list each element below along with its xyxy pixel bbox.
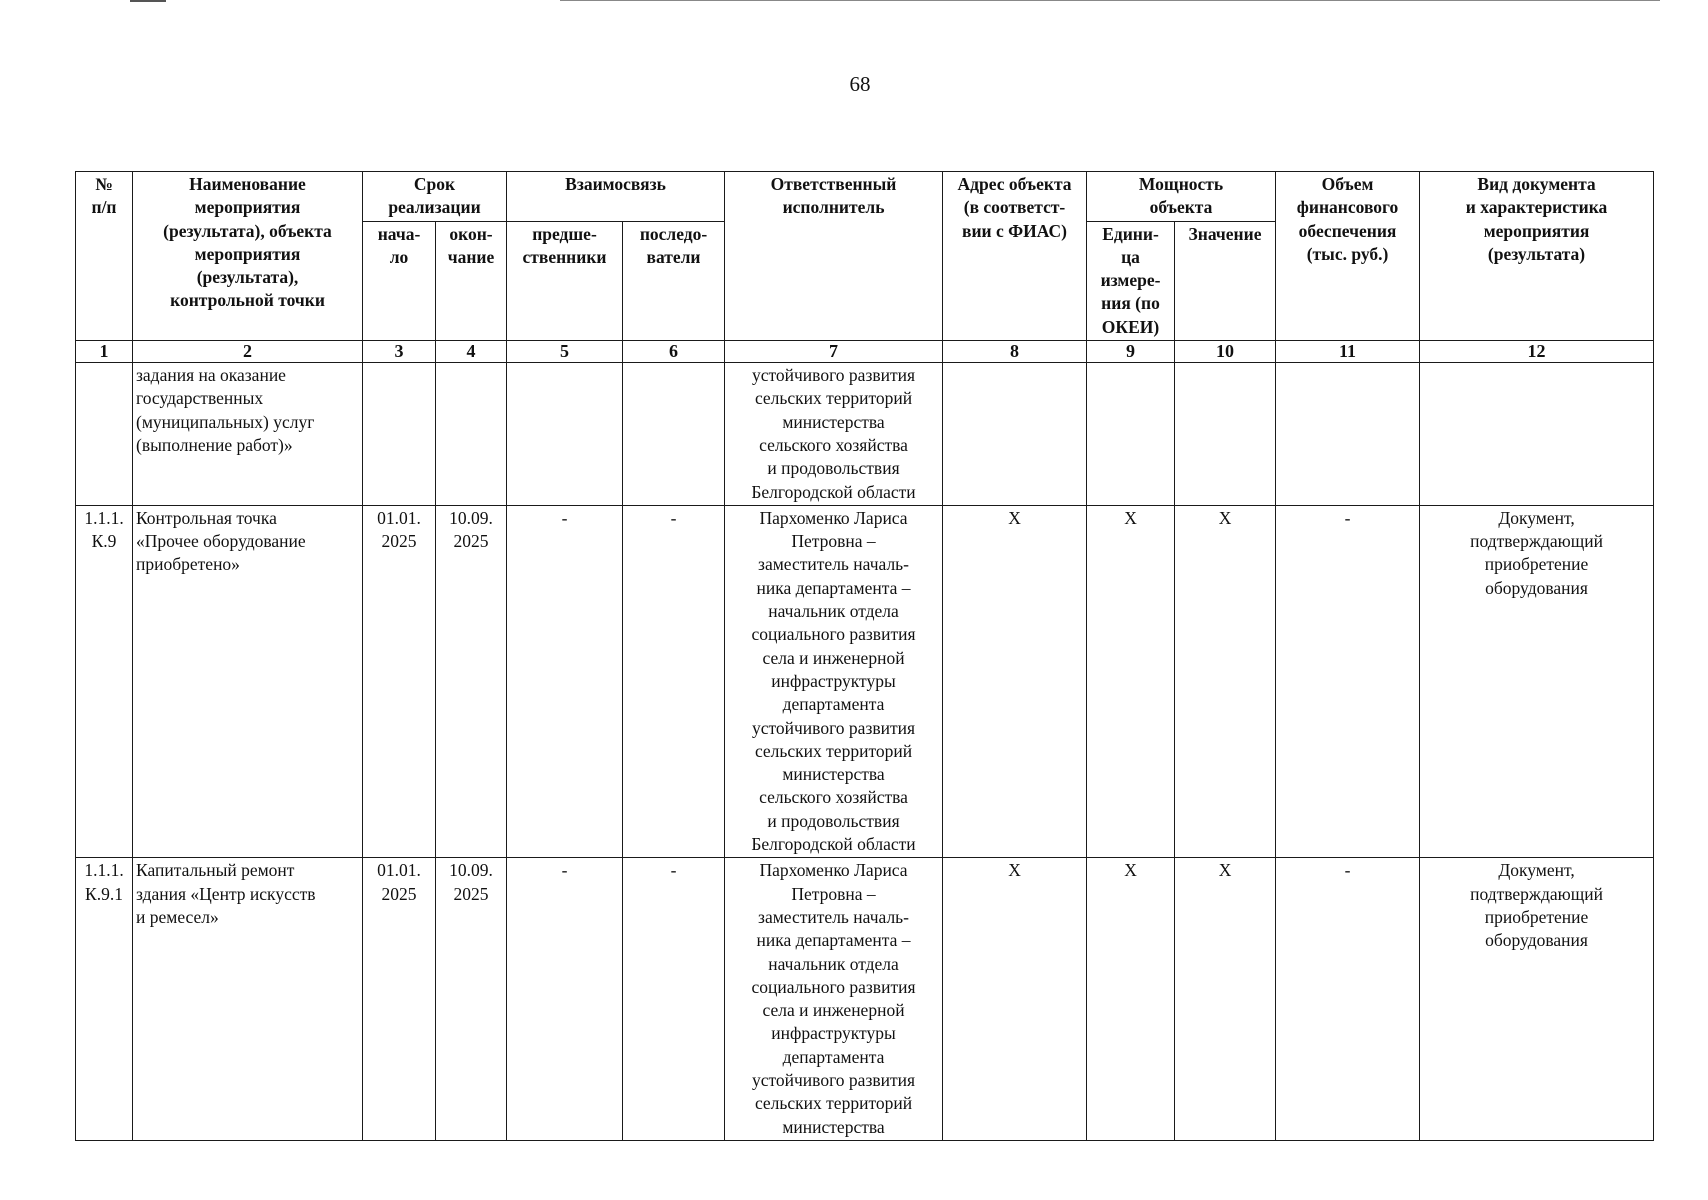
table-body <box>76 341 1654 1141</box>
row-name: задания на оказание государственных (муниципальных) услуг (выполнение работ)» <box>133 363 363 506</box>
column-number: 2 <box>133 341 363 363</box>
header-term-end: окон- чание <box>436 221 507 340</box>
row-unit: X <box>1087 858 1175 1141</box>
row-start: 01.01. 2025 <box>363 858 436 1141</box>
page-number: 68 <box>849 72 871 96</box>
header-funding: Объем финансового обеспечения (тыс. руб.) <box>1276 172 1420 341</box>
column-number: 7 <box>725 341 943 363</box>
header-relation-prev: предше- ственники <box>507 221 623 340</box>
column-number-row <box>76 341 1654 363</box>
table-row <box>76 858 1654 1141</box>
scan-edge-mark <box>560 0 1660 1</box>
table-row <box>76 363 1654 506</box>
scan-edge-mark <box>130 0 166 2</box>
column-number: 6 <box>623 341 725 363</box>
column-number: 11 <box>1276 341 1420 363</box>
header-responsible: Ответственный исполнитель <box>725 172 943 341</box>
column-number: 3 <box>363 341 436 363</box>
row-address <box>943 363 1087 506</box>
header-relation: Взаимосвязь <box>507 172 725 222</box>
row-start <box>363 363 436 506</box>
row-name: Контрольная точка «Прочее оборудование приобретено» <box>133 505 363 857</box>
row-unit <box>1087 363 1175 506</box>
header-num: № п/п <box>76 172 133 341</box>
column-number: 1 <box>76 341 133 363</box>
row-start: 01.01. 2025 <box>363 505 436 857</box>
row-doc: Документ, подтверждающий приобретение оборудования <box>1420 858 1654 1141</box>
row-responsible: устойчивого развития сельских территорий министерства сельского хозяйства и продовольствия Белгородской области <box>725 363 943 506</box>
row-doc: Документ, подтверждающий приобретение оборудования <box>1420 505 1654 857</box>
header-address: Адрес объекта (в соответст- вии с ФИАС) <box>943 172 1087 341</box>
row-responsible: Пархоменко Лариса Петровна – заместитель началь- ника департамента – начальник отдела социального развития села и инженерной инфраструктуры департамента устойчивого развития сельских территорий министерства <box>725 858 943 1141</box>
row-funding: - <box>1276 858 1420 1141</box>
header-term-start: нача- ло <box>363 221 436 340</box>
column-number: 12 <box>1420 341 1654 363</box>
row-next: - <box>623 505 725 857</box>
row-unit: X <box>1087 505 1175 857</box>
row-doc <box>1420 363 1654 506</box>
header-capacity-value: Значение <box>1175 221 1276 340</box>
row-end: 10.09. 2025 <box>436 858 507 1141</box>
row-value: X <box>1175 858 1276 1141</box>
header-doc-type: Вид документа и характеристика мероприятия (результата) <box>1420 172 1654 341</box>
column-number: 4 <box>436 341 507 363</box>
column-number: 10 <box>1175 341 1276 363</box>
header-capacity: Мощность объекта <box>1087 172 1276 222</box>
row-end: 10.09. 2025 <box>436 505 507 857</box>
row-num: 1.1.1. К.9 <box>76 505 133 857</box>
row-responsible: Пархоменко Лариса Петровна – заместитель началь- ника департамента – начальник отдела социального развития села и инженерной инфраструктуры департамента устойчивого развития сельских территорий министерства сельского хозяйства и продовольствия Белгородской области <box>725 505 943 857</box>
row-value <box>1175 363 1276 506</box>
row-value: X <box>1175 505 1276 857</box>
row-prev: - <box>507 858 623 1141</box>
row-next <box>623 363 725 506</box>
row-funding <box>1276 363 1420 506</box>
row-name: Капитальный ремонт здания «Центр искусств и ремесел» <box>133 858 363 1141</box>
column-number: 5 <box>507 341 623 363</box>
row-funding: - <box>1276 505 1420 857</box>
row-address: X <box>943 505 1087 857</box>
header-relation-next: последо- ватели <box>623 221 725 340</box>
header-capacity-unit: Едини- ца измере- ния (по ОКЕИ) <box>1087 221 1175 340</box>
column-number: 8 <box>943 341 1087 363</box>
header-name: Наименование мероприятия (результата), объекта мероприятия (результата), контрольной точки <box>133 172 363 341</box>
row-num <box>76 363 133 506</box>
row-num: 1.1.1. К.9.1 <box>76 858 133 1141</box>
table-header <box>76 172 1654 341</box>
activities-table <box>75 171 1654 1141</box>
row-end <box>436 363 507 506</box>
row-prev <box>507 363 623 506</box>
row-address: X <box>943 858 1087 1141</box>
table-row <box>76 505 1654 857</box>
row-prev: - <box>507 505 623 857</box>
row-next: - <box>623 858 725 1141</box>
column-number: 9 <box>1087 341 1175 363</box>
header-term: Срок реализации <box>363 172 507 222</box>
